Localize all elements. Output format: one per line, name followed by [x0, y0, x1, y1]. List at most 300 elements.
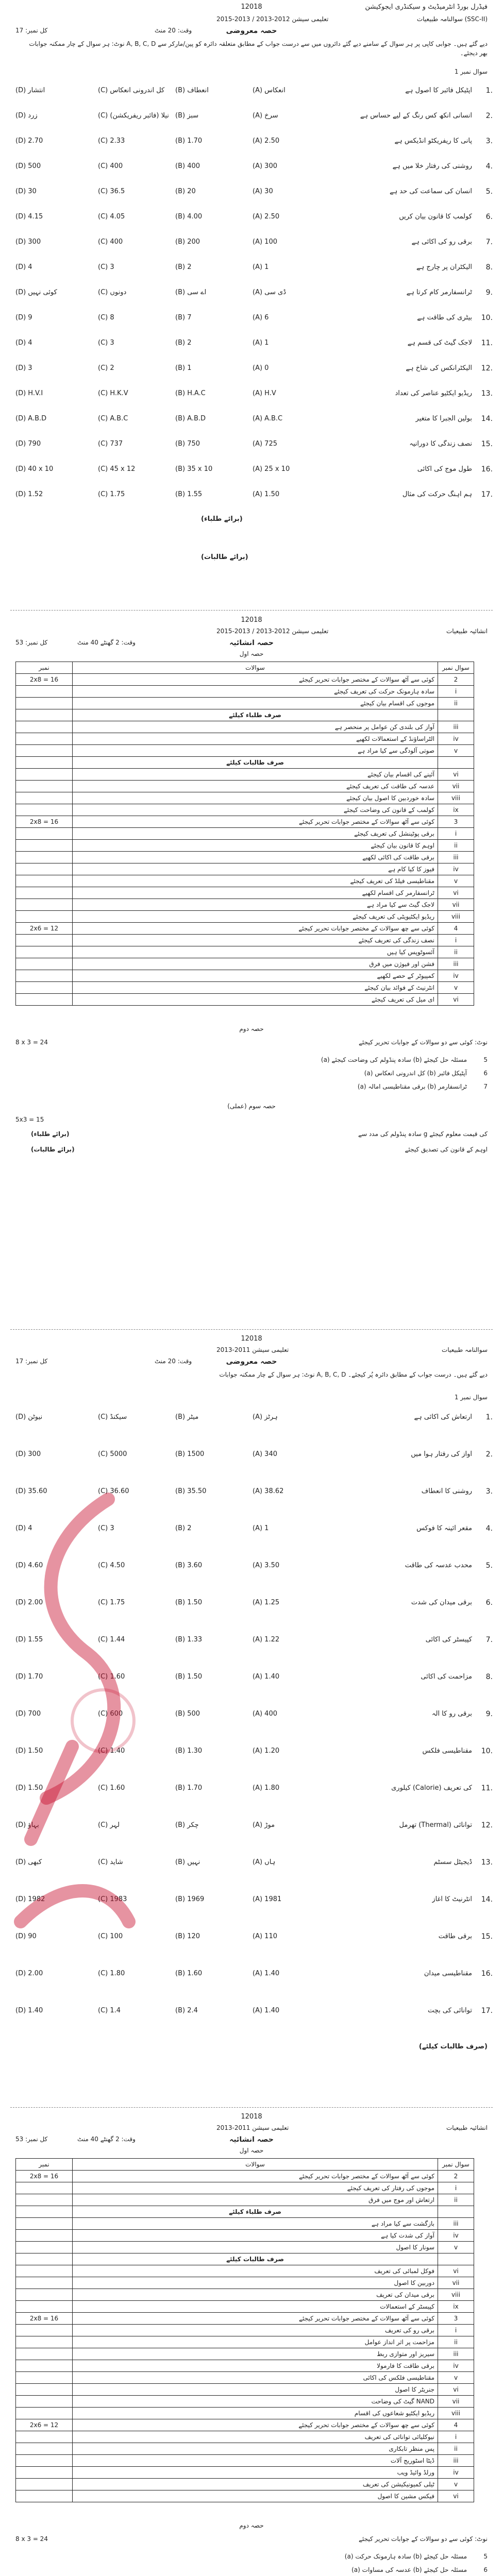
- option-c: (C) سیکنڈ: [98, 1413, 127, 1421]
- row-question: صرف طلباء کیلئے: [73, 709, 438, 721]
- part2-title: حصہ دوم: [239, 2522, 264, 2529]
- row-question: آئینے کی اقسام بیان کیجئے: [73, 769, 438, 781]
- option-c: (C) 4.05: [98, 213, 125, 221]
- table-row: [16, 792, 474, 804]
- question-number: 6.: [485, 1599, 493, 1607]
- option-a: (A) 1.40: [253, 1673, 280, 1681]
- option-c: (C) 8: [98, 314, 114, 321]
- paper-code: 12018: [241, 616, 262, 624]
- option-d: (D) 90: [15, 1933, 37, 1940]
- section-row: [16, 757, 474, 769]
- row-marks: [16, 745, 73, 757]
- table-row: [16, 923, 474, 935]
- option-d: (D) کوئی نہیں: [15, 289, 57, 296]
- row-number: 2: [438, 2171, 474, 2182]
- option-d: (D) 4: [15, 339, 32, 347]
- option-c: (C) شاید: [98, 1858, 123, 1866]
- question-text: ریڈیو ایکٹیو عناصر کی تعداد: [395, 389, 472, 397]
- question-number: 11.: [481, 1784, 493, 1792]
- question-number: 4.: [485, 162, 493, 171]
- question-number: 16.: [481, 465, 493, 473]
- row-number: [438, 709, 474, 721]
- question-number: 11.: [481, 339, 493, 347]
- question-text: مقعر آئینہ کا فوکس: [416, 1524, 472, 1532]
- row-question: ورلڈ وائیڈ ویب: [73, 2467, 438, 2479]
- col-questions: سوالات: [73, 662, 438, 674]
- row-marks: [16, 804, 73, 816]
- table-row: [16, 2384, 474, 2396]
- row-question: صرف طلباء کیلئے: [73, 2206, 438, 2218]
- col-marks: نمبر: [16, 2159, 73, 2171]
- option-c: (C) 3: [98, 339, 114, 347]
- table-row: [16, 2265, 474, 2277]
- row-marks: [16, 2479, 73, 2490]
- row-number: ii: [438, 946, 474, 958]
- option-d: (D) 1.50: [15, 1784, 43, 1792]
- table-row: [16, 2431, 474, 2443]
- question-number: 13.: [481, 1858, 493, 1867]
- row-question: نصف زندگی کی تعریف کیجئے: [73, 935, 438, 946]
- mcq-row: [10, 2003, 493, 2020]
- table-row: [16, 2443, 474, 2455]
- option-a: (A) 110: [253, 1933, 277, 1940]
- question-text: روشنی کا انعطاف: [421, 1487, 472, 1495]
- option-c: (C) 1.80: [98, 1970, 125, 1977]
- row-marks: [16, 2336, 73, 2348]
- option-b: (B) 3.60: [175, 1562, 203, 1569]
- marks: کل نمبر: 17: [15, 1358, 48, 1365]
- row-marks: [16, 2230, 73, 2242]
- option-d: (D) 500: [15, 162, 41, 170]
- option-c: (C) دونوں: [98, 289, 127, 296]
- option-a: (A) 1.20: [253, 1747, 280, 1755]
- row-question: سادہ خوردبین کا اصول بیان کیجئے: [73, 792, 438, 804]
- option-b: (B) A.B.D: [175, 415, 206, 422]
- option-c: (C) 1.75: [98, 1599, 125, 1606]
- subjective-paper-2: [0, 2110, 503, 2576]
- question-number: 7.: [485, 1636, 493, 1644]
- option-d: (D) 35.60: [15, 1487, 47, 1495]
- row-number: vii: [438, 2277, 474, 2289]
- question-text: انٹرنیٹ کا آغاز: [432, 1895, 472, 1903]
- row-number: viii: [438, 2408, 474, 2419]
- row-marks: [16, 863, 73, 875]
- mcq-row: [10, 1446, 493, 1464]
- option-b: (B) 120: [175, 1933, 200, 1940]
- option-a: (A) 1.40: [253, 1970, 280, 1977]
- question-text: توانائی کی بچت: [427, 2007, 472, 2014]
- option-d: (D) 700: [15, 1710, 41, 1718]
- row-question: برقی طاقت کی اکائی لکھیے: [73, 852, 438, 863]
- practical-title: حصہ سوم (عملی): [227, 1103, 276, 1110]
- table-row: [16, 2194, 474, 2206]
- girls-label: (صرف طالبات کیلئے): [418, 2043, 488, 2050]
- row-number: i: [438, 2431, 474, 2443]
- question-text: ٹرانسفارمر کام کرتا ہے: [406, 289, 472, 296]
- mcq-row: [10, 234, 493, 251]
- option-a: (A) 1.40: [253, 2007, 280, 2014]
- row-marks: [16, 946, 73, 958]
- option-a: (A) انعکاس: [253, 87, 286, 94]
- table-row: [16, 769, 474, 781]
- mcq-row: [10, 183, 493, 201]
- table-row: [16, 2490, 474, 2502]
- option-c: (C) 3: [98, 1524, 114, 1532]
- question-number: 1.: [485, 87, 493, 95]
- table-row: [16, 935, 474, 946]
- option-b: (B) 1.33: [175, 1636, 203, 1643]
- question-text: الیکٹران پر چارج ہے: [416, 263, 472, 271]
- long-question-number: 6: [483, 1070, 488, 1077]
- row-question: آواز کی شدت کیا ہے: [73, 2230, 438, 2242]
- question-text: طول موج کی اکائی: [417, 465, 472, 473]
- option-d: (D) انتشار: [15, 87, 45, 94]
- option-d: (D) 1.70: [15, 1673, 43, 1681]
- row-marks: [16, 2325, 73, 2336]
- session: تعلیمی سیشن 2011-2013: [216, 1346, 289, 1353]
- row-marks: [16, 2443, 73, 2455]
- row-marks: [16, 2182, 73, 2194]
- option-b: (B) 7: [175, 314, 192, 321]
- row-number: iii: [438, 2218, 474, 2230]
- row-marks: [16, 2206, 73, 2218]
- practical-question: سادہ پنڈولم کی مدد سے g کی قیمت معلوم کیجئے: [358, 1130, 488, 1138]
- row-marks: [16, 757, 73, 769]
- option-c: (C) 1983: [98, 1895, 127, 1903]
- question-text: انسان کی سماعت کی حد ہے: [389, 188, 472, 195]
- row-number: iv: [438, 2467, 474, 2479]
- row-marks: [16, 2348, 73, 2360]
- table-row: [16, 2171, 474, 2182]
- option-c: (C) 100: [98, 1933, 123, 1940]
- option-d: (D) بہاؤ: [15, 1821, 39, 1829]
- question-number: 8.: [485, 1673, 493, 1681]
- time: وقت: 2 گھنٹے 40 منٹ: [77, 639, 136, 646]
- row-number: v: [438, 2372, 474, 2384]
- row-number: ii: [438, 698, 474, 709]
- row-marks: [16, 709, 73, 721]
- row-marks: [16, 721, 73, 733]
- option-a: (A) 0: [253, 364, 269, 372]
- boys-label: (برائے طلباء): [201, 515, 243, 523]
- option-b: (B) 1: [175, 364, 192, 372]
- table-row: [16, 875, 474, 887]
- row-number: vii: [438, 781, 474, 792]
- question-text: روشنی کی رفتار خلا میں ہے: [392, 162, 472, 170]
- table-row: [16, 994, 474, 1006]
- section-title: حصہ معروضی: [226, 1358, 277, 1366]
- question-text: برقی رو کی اکائی ہے: [411, 238, 472, 246]
- row-number: vii: [438, 2396, 474, 2408]
- row-question: نیوکلیائی توانائی کی تعریف: [73, 2431, 438, 2443]
- option-c: (C) لہر: [98, 1821, 120, 1829]
- question-number: 9.: [485, 289, 493, 297]
- row-question: ٹرانسفارمر کی اقسام لکھیے: [73, 887, 438, 899]
- table-row: [16, 828, 474, 840]
- option-c: (C) 36.60: [98, 1487, 129, 1495]
- row-number: viii: [438, 792, 474, 804]
- row-marks: 2x8 = 16: [16, 816, 73, 828]
- question-number: 12.: [481, 1821, 493, 1829]
- row-question: کمپیوٹر کے حصے لکھیے: [73, 970, 438, 982]
- option-b: (B) 400: [175, 162, 200, 170]
- practical-tag: (برائے طلباء): [31, 1130, 70, 1138]
- long-question-number: 6: [483, 2566, 488, 2573]
- row-question: پس منظر تابکاری: [73, 2443, 438, 2455]
- table-row: [16, 2336, 474, 2348]
- row-question: ریڈیو ایکٹیو شعاعوں کی اقسام: [73, 2408, 438, 2419]
- option-c: (C) 1.4: [98, 2007, 121, 2014]
- section-row: [16, 709, 474, 721]
- row-number: vi: [438, 2265, 474, 2277]
- option-b: (B) 200: [175, 238, 200, 246]
- option-c: (C) A.B.C: [98, 415, 128, 422]
- option-d: (D) 4.60: [15, 1562, 43, 1569]
- time: وقت: 20 منٹ: [155, 1358, 192, 1365]
- mcq-row: [10, 385, 493, 403]
- option-d: (D) 790: [15, 440, 41, 448]
- mcq-row: [10, 1965, 493, 1983]
- mcq-row: [10, 82, 493, 100]
- subject: سوالنامہ طبیعیات: [442, 1346, 488, 1353]
- watermark-stamp: [0, 1479, 155, 1942]
- option-a: (A) 1981: [253, 1895, 282, 1903]
- page-divider: [10, 2107, 493, 2108]
- row-number: iii: [438, 2348, 474, 2360]
- row-number: vi: [438, 769, 474, 781]
- option-d: (D) 1.50: [15, 1747, 43, 1755]
- row-number: v: [438, 2242, 474, 2253]
- row-number: ii: [438, 2194, 474, 2206]
- marks: کل نمبر: 53: [15, 2136, 48, 2143]
- option-d: (D) 2.70: [15, 137, 43, 145]
- part2-note: نوٹ: کوئی سے دو سوالات کے جوابات تحریر کیجئے: [359, 2535, 488, 2543]
- option-a: (A) 300: [253, 162, 277, 170]
- marks: کل نمبر: 17: [15, 27, 48, 34]
- question-text: ہم آہنگ حرکت کی مثال: [402, 490, 472, 498]
- row-number: i: [438, 2182, 474, 2194]
- option-a: (A) 1: [253, 263, 269, 271]
- subject: انشائیہ طبیعیات: [446, 2124, 488, 2131]
- mcq-row: [10, 1409, 493, 1427]
- row-question: کوئی سے چھ سوالات کے مختصر جوابات تحریر کیجئے: [73, 923, 438, 935]
- option-c: (C) 1.44: [98, 1636, 125, 1643]
- instructions: نوٹ: ہر سوال کے چار ممکنہ جوابات A, B, C, D دیے گئے ہیں۔ درست جواب کے مطابق دائرہ پُر کیجئے۔: [219, 1371, 488, 1378]
- question-number: 6.: [485, 213, 493, 221]
- row-number: v: [438, 982, 474, 994]
- row-marks: [16, 733, 73, 745]
- question-number: 16.: [481, 1970, 493, 1978]
- session: تعلیمی سیشن 2012-2013 / 2013-2015: [216, 628, 329, 635]
- row-number: ii: [438, 840, 474, 852]
- row-question: کوئی سے آٹھ سوالات کے مختصر جوابات تحریر کیجئے: [73, 2171, 438, 2182]
- option-c: (C) 737: [98, 440, 123, 448]
- question-text: مزاحمت کی اکائی: [421, 1673, 472, 1681]
- row-marks: [16, 828, 73, 840]
- option-b: (B) 1969: [175, 1895, 205, 1903]
- option-b: (B) 2: [175, 1524, 192, 1532]
- row-number: iv: [438, 863, 474, 875]
- row-number: vi: [438, 887, 474, 899]
- option-b: (B) 4.00: [175, 213, 203, 221]
- option-a: (A) 340: [253, 1450, 277, 1458]
- option-d: (D) 3: [15, 364, 32, 372]
- subject: سوالنامہ طبیعیات (SSC-II): [416, 15, 488, 23]
- row-number: 2: [438, 674, 474, 686]
- question-text: ارتعاش کی اکائی ہے: [414, 1413, 472, 1421]
- row-question: ٹیلی کمیونیکیشن کی تعریف: [73, 2479, 438, 2490]
- option-d: (D) کبھی: [15, 1858, 42, 1866]
- row-marks: [16, 2396, 73, 2408]
- col-question-no: سوال نمبر: [438, 662, 474, 674]
- table-row: [16, 816, 474, 828]
- question-number: 3.: [485, 1487, 493, 1496]
- option-a: (A) 100: [253, 238, 277, 246]
- short-questions-table: [15, 2158, 474, 2502]
- table-row: [16, 852, 474, 863]
- row-number: i: [438, 686, 474, 698]
- question-number: 2.: [485, 1450, 493, 1459]
- table-row: [16, 2301, 474, 2313]
- row-marks: [16, 2277, 73, 2289]
- long-question-text: (a) برقی مقناطیسی امالہ (b) ٹرانسفارمر: [357, 1083, 467, 1090]
- long-marks: 8 x 3 = 24: [15, 1039, 48, 1046]
- option-a: (A) 1.80: [253, 1784, 280, 1792]
- row-marks: [16, 2218, 73, 2230]
- row-question: بازگشت سے کیا مراد ہے: [73, 2218, 438, 2230]
- option-c: (C) 3: [98, 263, 114, 271]
- question-number: 5.: [485, 188, 493, 196]
- option-c: (C) 1.40: [98, 1747, 125, 1755]
- option-d: (D) 300: [15, 238, 41, 246]
- row-question: دوربین کا اصول: [73, 2277, 438, 2289]
- question-text: بیٹری کی طاقت ہے: [417, 314, 472, 321]
- option-b: (B) 1.70: [175, 1784, 203, 1792]
- part2-title: حصہ دوم: [239, 1025, 264, 1032]
- row-marks: [16, 911, 73, 923]
- row-question: موجوں کی رفتار کی تعریف کیجئے: [73, 2182, 438, 2194]
- mcq-row: [10, 209, 493, 226]
- row-marks: 2x8 = 16: [16, 2313, 73, 2325]
- row-question: انٹرنیٹ کے فوائد بیان کیجئے: [73, 982, 438, 994]
- board-name: فیڈرل بورڈ انٹرمیڈیٹ و سیکنڈری ایجوکیشن: [365, 3, 488, 11]
- row-number: vi: [438, 2490, 474, 2502]
- row-marks: [16, 2384, 73, 2396]
- row-question: کولمب کے قانون کی وضاحت کیجئے: [73, 804, 438, 816]
- question-head: سوال نمبر 1: [454, 1394, 488, 1401]
- row-question: سادہ ہارمونک حرکت کی تعریف کیجئے: [73, 686, 438, 698]
- row-marks: [16, 781, 73, 792]
- question-number: 14.: [481, 415, 493, 423]
- page-divider: [10, 1329, 493, 1330]
- option-a: (A) 725: [253, 440, 277, 448]
- long-question-text: (a) سادہ پنڈولم کی وضاحت کیجئے (b) مسئلہ حل کیجئے: [321, 1056, 467, 1063]
- row-marks: 2x6 = 12: [16, 923, 73, 935]
- table-row: [16, 2242, 474, 2253]
- option-c: (C) 400: [98, 238, 123, 246]
- table-row: [16, 745, 474, 757]
- option-c: (C) 1.75: [98, 490, 125, 498]
- row-number: vi: [438, 994, 474, 1006]
- question-number: 14.: [481, 1895, 493, 1904]
- option-c: (C) 1.60: [98, 1673, 125, 1681]
- option-a: (A) 400: [253, 1710, 277, 1718]
- row-number: v: [438, 875, 474, 887]
- option-d: (D) A.B.D: [15, 415, 47, 422]
- table-row: [16, 2289, 474, 2301]
- paper-code: 12018: [241, 1335, 262, 1343]
- option-a: (A) 1.22: [253, 1636, 280, 1643]
- question-number: 8.: [485, 263, 493, 272]
- question-number: 9.: [485, 1710, 493, 1718]
- mcq-row: [10, 486, 493, 504]
- option-a: (A) 1: [253, 1524, 269, 1532]
- row-question: صرف طالبات کیلئے: [73, 2253, 438, 2265]
- question-text: کولمب کا قانون بیان کریں: [399, 213, 472, 221]
- option-d: (D) 1.40: [15, 2007, 43, 2014]
- option-c: (C) نیلا (فائبر ریفریکشن): [98, 112, 169, 120]
- row-question: سونار کا اصول: [73, 2242, 438, 2253]
- section-title: حصہ انشائیہ: [229, 639, 274, 647]
- option-b: (B) 2: [175, 263, 192, 271]
- practical-marks: 5x3 = 15: [15, 1116, 44, 1123]
- row-number: i: [438, 2325, 474, 2336]
- mcq-row: [10, 108, 493, 125]
- question-number: 5.: [485, 1562, 493, 1570]
- row-question: کوئی سے آٹھ سوالات کے مختصر جوابات تحریر کیجئے: [73, 674, 438, 686]
- option-b: (B) 1.70: [175, 137, 203, 145]
- long-question-number: 5: [483, 2553, 488, 2560]
- question-text: بولین الجبرا کا متغیر: [415, 415, 472, 422]
- option-c: (C) 45 x 12: [98, 465, 136, 473]
- row-question: ڈیٹا اسٹوریج آلات: [73, 2455, 438, 2467]
- table-row: [16, 2396, 474, 2408]
- row-marks: [16, 852, 73, 863]
- question-text: پانی کا ریفریکٹو انڈیکس ہے: [394, 137, 472, 145]
- row-question: فشن اور فیوژن میں فرق: [73, 958, 438, 970]
- row-question: برقی میدان کی تعریف: [73, 2289, 438, 2301]
- subject: انشائیہ طبیعیات: [446, 628, 488, 635]
- option-d: (D) 1982: [15, 1895, 45, 1903]
- option-c: (C) 4.50: [98, 1562, 125, 1569]
- instructions: نوٹ: ہر سوال کے چار ممکنہ جوابات A, B, C, D دیے گئے ہیں۔ جوابی کاپی پر ہر سوال کے سامنے دیے گئے دائروں میں سے درست جواب کے مطابق متعلقہ دائرہ کو پین/مارکر سے بھر دیجئے۔: [29, 40, 488, 57]
- option-a: (A) سرخ: [253, 112, 278, 120]
- row-question: موجوں کی اقسام بیان کیجئے: [73, 698, 438, 709]
- row-marks: [16, 935, 73, 946]
- row-marks: [16, 970, 73, 982]
- row-question: جنریٹر کا اصول: [73, 2384, 438, 2396]
- row-number: viii: [438, 911, 474, 923]
- row-question: آئسوٹوپس کیا ہیں: [73, 946, 438, 958]
- girls-label: (برائے طالبات): [201, 553, 248, 561]
- table-row: [16, 2360, 474, 2372]
- row-marks: [16, 994, 73, 1006]
- mcq-row: [10, 335, 493, 352]
- practical-tag: (برائے طالبات): [31, 1146, 75, 1153]
- mcq-row: [10, 310, 493, 327]
- option-a: (A) 38.62: [253, 1487, 284, 1495]
- row-marks: [16, 2372, 73, 2384]
- option-c: (C) کل اندرونی انعکاس: [98, 87, 165, 94]
- row-marks: [16, 2265, 73, 2277]
- table-row: [16, 2467, 474, 2479]
- option-b: (B) اے سی: [175, 289, 207, 296]
- row-marks: [16, 958, 73, 970]
- table-row: [16, 804, 474, 816]
- row-number: v: [438, 2479, 474, 2490]
- question-text: نصف زندگی کا دورانیہ: [409, 440, 472, 448]
- row-marks: [16, 686, 73, 698]
